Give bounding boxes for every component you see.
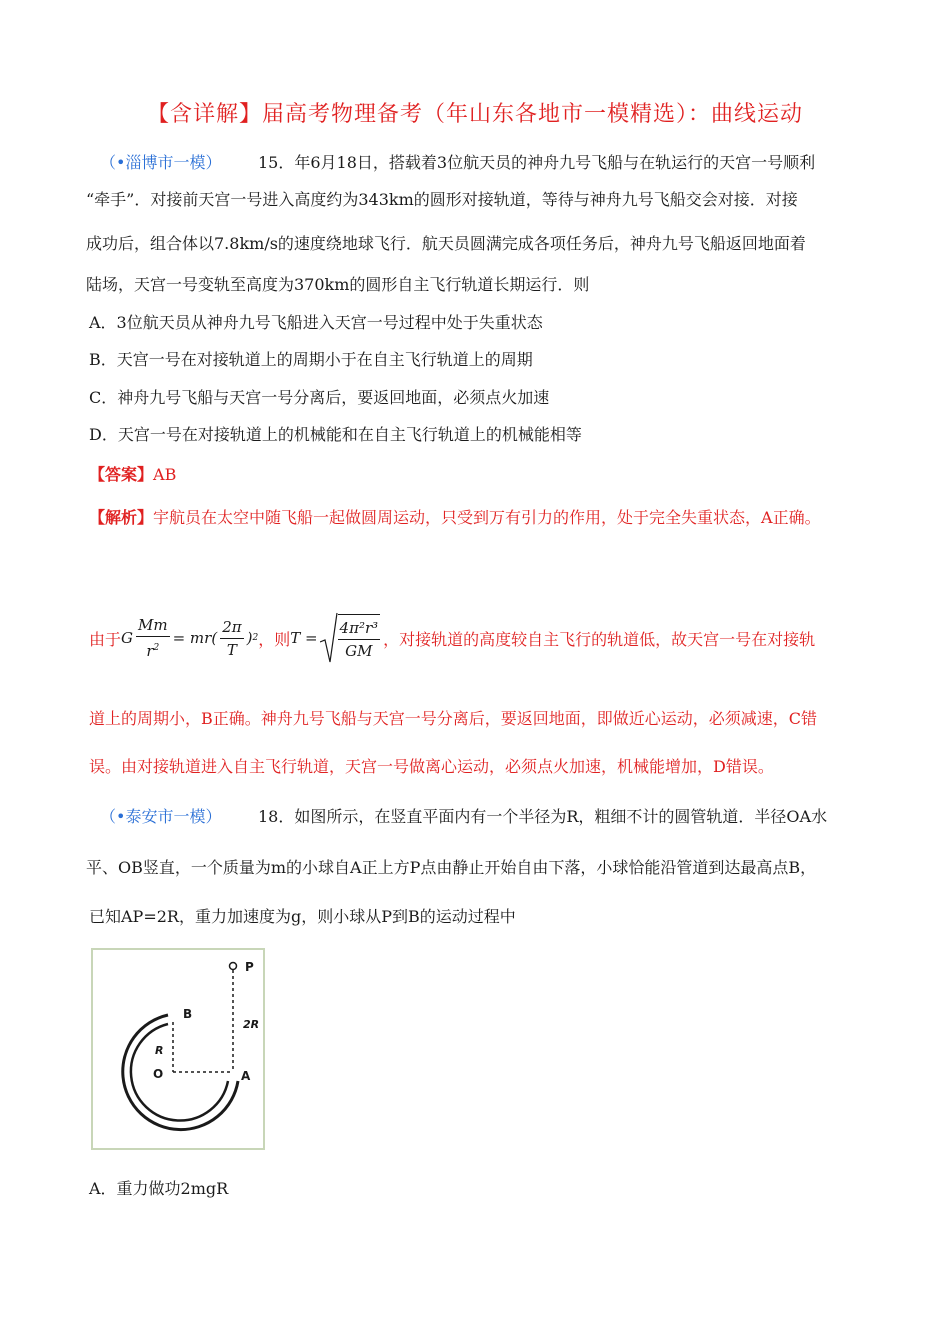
q18-line3: 已知AP=2R，重力加速度为g，则小球从P到B的运动过程中 <box>89 907 516 926</box>
label-o: O <box>153 1067 164 1081</box>
q15-answer: 【答案】AB <box>89 465 177 484</box>
q15-option-b: B．天宫一号在对接轨道上的周期小于在自主飞行轨道上的周期 <box>89 350 533 369</box>
q15-line1: 15．年6月18日，搭载着3位航天员的神舟九号飞船与在轨运行的天宫一号顺利 <box>258 153 816 172</box>
q15-line2: “牵手”．对接前天宫一号进入高度约为343km的圆形对接轨道，等待与神舟九号飞船交会对接．对接 <box>86 190 798 209</box>
label-2r: 2R <box>243 1018 260 1031</box>
q15-line4: 陆场，天宫一号变轨至高度为370km的圆形自主飞行轨道长期运行．则 <box>86 275 590 294</box>
q15-source: （•淄博市一模） <box>100 153 222 172</box>
formula-period: T = $\frac{\text{4π²r³}}{GM}$ <box>290 612 383 664</box>
circular-tube-figure <box>91 948 265 1150</box>
q15-formula-line: 由于 G $\frac{Mm}{r^2}$ = mr( $\frac{2\pi}{T}$ ) 2 ，则 T = $\frac{\text{4π²r³}}{GM}$ ，对接轨道的高度较自主飞行的轨道低，故天宫一号在对接轨 <box>89 612 815 664</box>
label-p: P <box>245 960 254 974</box>
q15-option-d: D．天宫一号在对接轨道上的机械能和在自主飞行轨道上的机械能相等 <box>89 425 582 444</box>
q15-option-a: A．3位航天员从神舟九号飞船进入天宫一号过程中处于失重状态 <box>89 313 543 332</box>
q15-option-c: C．神舟九号飞船与天宫一号分离后，要返回地面，必须点火加速 <box>89 388 550 407</box>
sqrt-sign-icon <box>320 612 338 664</box>
q15-line3: 成功后，组合体以7.8km/s的速度绕地球飞行．航天员圆满完成各项任务后，神舟九号飞船返回地面着 <box>86 234 806 253</box>
label-b: B <box>183 1007 193 1021</box>
q18-line1: 18．如图所示，在竖直平面内有一个半径为R，粗细不计的圆管轨道．半径OA水 <box>258 807 828 826</box>
q15-analysis-1: 【解析】宇航员在太空中随飞船一起做圆周运动，只受到万有引力的作用，处于完全失重状态，A正确。 <box>89 508 821 527</box>
q18-line2: 平、OB竖直，一个质量为m的小球自A正上方P点由静止开始自由下落，小球恰能沿管道到达最高点B， <box>86 858 817 877</box>
label-a: A <box>241 1069 251 1083</box>
formula-gravitation: G $\frac{Mm}{r^2}$ = mr( $\frac{2\pi}{T}$ ) 2 <box>121 616 259 660</box>
q15-analysis-2: 道上的周期小，B正确。神舟九号飞船与天宫一号分离后，要返回地面，即做近心运动，必须减速，C错 <box>89 709 818 728</box>
q18-source: （•泰安市一模） <box>100 807 222 826</box>
page-title: 【含详解】届高考物理备考（年山东各地市一模精选）：曲线运动 <box>146 102 803 127</box>
q18-option-a: A．重力做功2mgR <box>89 1179 229 1198</box>
q15-analysis-3: 误。由对接轨道进入自主飞行轨道，天宫一号做离心运动，必须点火加速，机械能增加，D错误。 <box>89 757 774 776</box>
label-r: R <box>155 1044 164 1057</box>
